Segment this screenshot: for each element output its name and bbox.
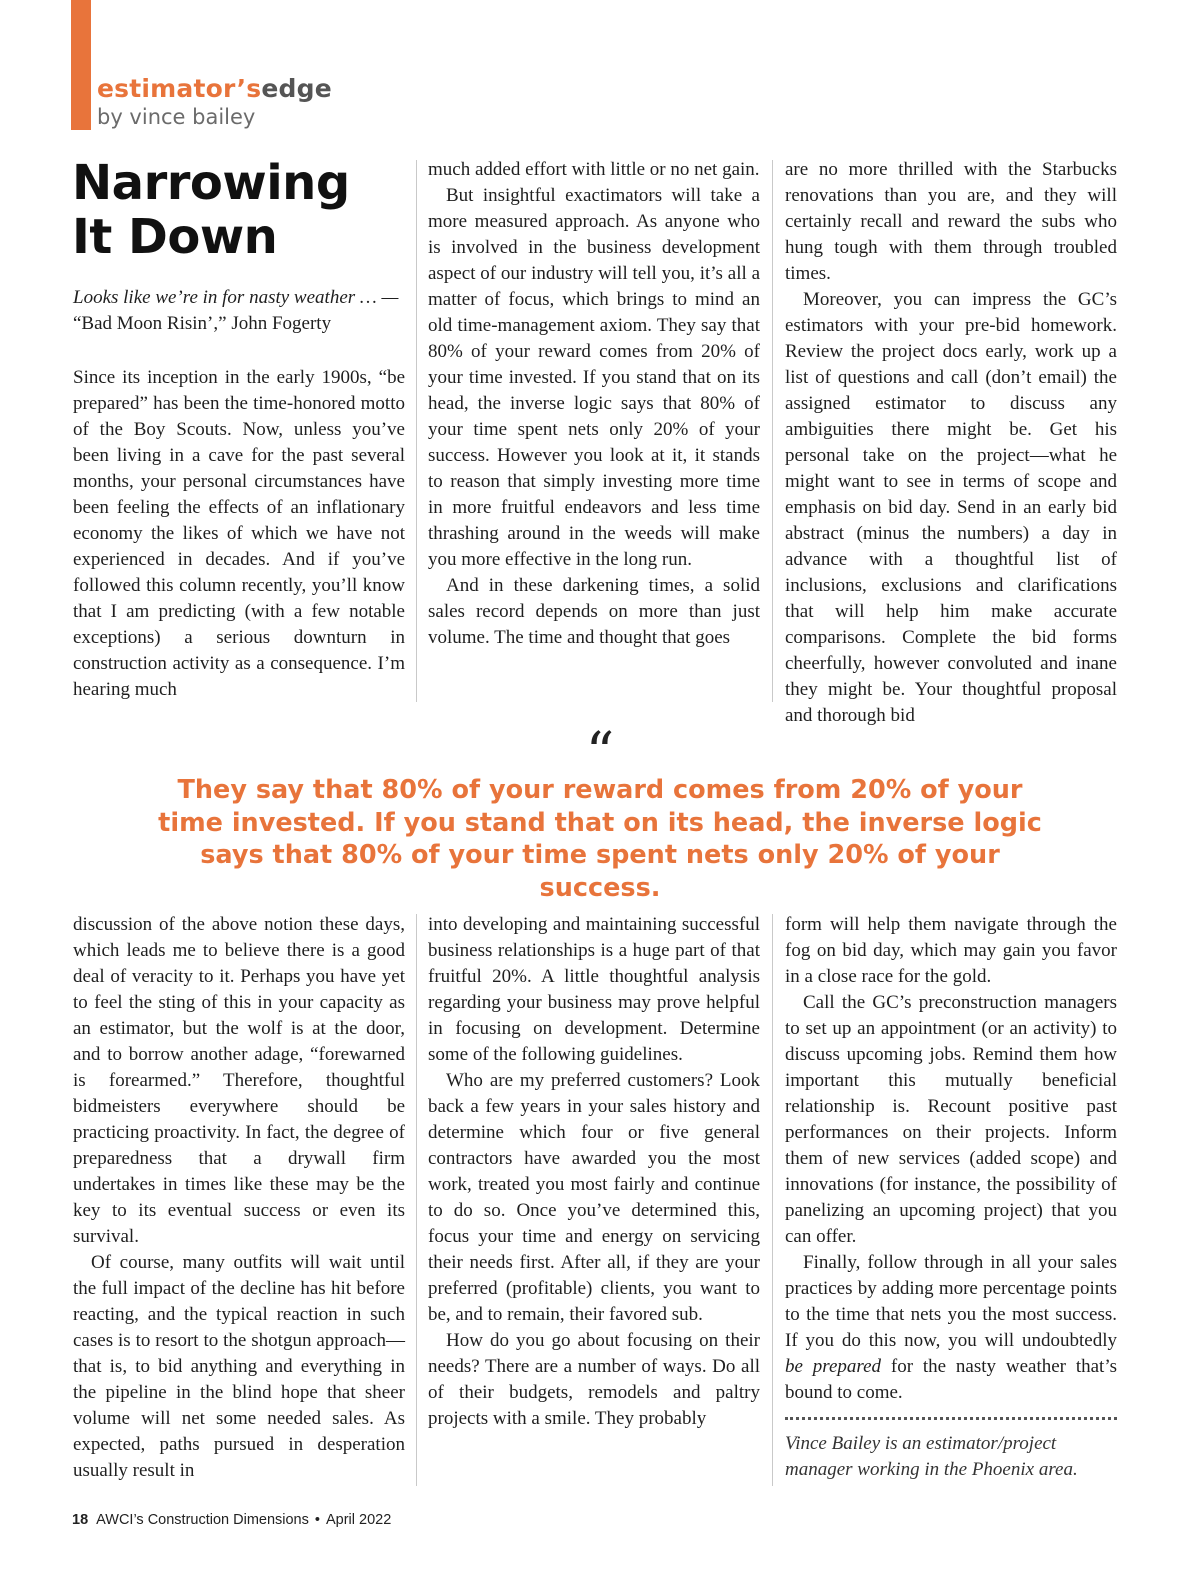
column-accent-bar — [71, 0, 91, 130]
page-number: 18 — [72, 1512, 89, 1528]
final-paragraph — [785, 1250, 1117, 1406]
bottom-column-2 — [428, 912, 760, 1432]
column-name-part1: estimator’s — [97, 74, 262, 103]
paragraph: How do you go about focusing on their needs? There are a number of ways. Do all of their budgets, remodels and paltry projects with a smile. They probably — [428, 1330, 760, 1429]
bottom-column-3 — [785, 912, 1117, 1406]
top-column-3 — [785, 157, 1117, 729]
paragraph: discussion of the above notion these days, which leads me to believe there is a good deal of veracity to it. Perhaps you have yet to feel the sting of this in your capacity as an estimator, but the wolf is at the door, and to borrow another adage, “forewarned is forearmed.” Therefore, thoughtful bidmeisters everywhere should be practicing proactivity. In fact, the degree of preparedness that a drywall firm undertakes in times like these may be the key to its eventual success or even its survival. — [73, 914, 405, 1247]
paragraph: Call the GC’s preconstruction managers to set up an appointment (or an activity) to discuss upcoming jobs. Remind them how important this mutually beneficial relationship is. Recount positive past performances on their projects. Inform them of new services (added scope) and innovations (for instance, the possibility of panelizing an upcoming project) that you can offer. — [785, 992, 1117, 1247]
column-divider — [772, 160, 773, 702]
column-divider — [416, 914, 417, 1486]
final-text-after: for the nasty weather that’s bound to come. — [785, 1356, 1117, 1403]
publication-name: AWCI’s Construction Dimensions — [96, 1512, 309, 1528]
quote-mark-icon: “ — [585, 721, 615, 786]
footer-separator: • — [314, 1512, 320, 1528]
column-name — [97, 74, 332, 104]
paragraph: But insightful exactimators will take a more measured approach. As anyone who is involved in the business development aspect of our industry will tell you, it’s all a matter of focus, which brings to mind an old time-management axiom. They say that 80% of your reward comes from 20% of your time invested. If you stand that on its head, the inverse logic says that 80% of your time spent nets only 20% of your success. However you look at it, it stands to reason that simply investing more time in more fruitful endeavors and less time thrashing around in the weeds will make you more effective in the long run. — [428, 185, 760, 570]
paragraph: Who are my preferred customers? Look back a few years in your sales history and determine which four or five general contractors have awarded you the most work, treated you most fairly and continue to do so. Once you’ve determined this, focus your time and energy on servicing their needs first. After all, if they are your preferred (profitable) clients, you want to be, and to remain, their favored sub. — [428, 1070, 760, 1325]
title-line-2: It Down — [72, 209, 278, 265]
paragraph: Since its inception in the early 1900s, “be prepared” has been the time-honored motto of the Boy Scouts. Now, unless you’ve been living in a cave for the past several months, your personal circumstances have been feeling the effects of an inflationary economy the likes of which we have not experienced in decades. And if you’ve followed this column recently, you’ll know that I am predicting (with a few notable exceptions) a serious downturn in construction activity as a consequence. I’m hearing much — [73, 367, 405, 700]
epigraph-quote: Looks like we’re in for nasty weather … — — [73, 287, 399, 308]
paragraph: into developing and maintaining successful business relationships is a huge part of that fruitful 20%. A little thoughtful analysis regarding your business may prove helpful in focusing on development. Determine some of the following guidelines. — [428, 914, 760, 1065]
epigraph-source: “Bad Moon Risin’,” John Fogerty — [73, 313, 332, 334]
author-note: Vince Bailey is an estimator/project manager working in the Phoenix area. — [785, 1433, 1078, 1480]
article-title — [72, 156, 412, 264]
page-footer — [72, 1512, 391, 1528]
column-header — [97, 74, 332, 130]
column-divider — [772, 914, 773, 1486]
top-column-1 — [73, 365, 405, 703]
final-text-italic: be prepared — [785, 1356, 882, 1377]
epigraph — [73, 285, 405, 337]
paragraph: Of course, many outfits will wait until the full impact of the decline has hit before reacting, and the typical reaction in such cases is to resort to the shotgun approach—that is, to bid anything and everything in the pipeline in the blind hope that sheer volume will net some needed sales. As expected, paths pursued in desperation usually result in — [73, 1252, 405, 1481]
pull-quote: They say that 80% of your reward comes from 20% of your time invested. If you stand that on its head, the inverse logic says that 80% of your time spent nets only 20% of your success. — [158, 775, 1042, 903]
paragraph: And in these darkening times, a solid sales record depends on more than just volume. The time and thought that goes — [428, 575, 760, 648]
issue-date: April 2022 — [325, 1512, 392, 1528]
dotted-separator — [785, 1417, 1117, 1420]
column-name-part2: edge — [261, 74, 332, 103]
column-divider — [416, 160, 417, 702]
paragraph: form will help them navigate through the fog on bid day, which may gain you favor in a close race for the gold. — [785, 914, 1117, 987]
title-line-1: Narrowing — [72, 155, 350, 211]
bottom-column-1 — [73, 912, 405, 1484]
paragraph: are no more thrilled with the Starbucks renovations than you are, and they will certainly recall and reward the subs who hung tough with them through troubled times. — [785, 159, 1117, 284]
byline: by vince bailey — [97, 105, 256, 129]
top-column-2 — [428, 157, 760, 651]
paragraph: Moreover, you can impress the GC’s estimators with your pre-bid homework. Review the project docs early, work up a list of questions and call (don’t email) the assigned estimator to discuss any ambiguities there might be. Get his personal take on the project—what he might want to see in terms of scope and emphasis on bid day. Send in an early bid abstract (minus the numbers) a day in advance with a thoughtful list of inclusions, exclusions and clarifications that will help him make accurate comparisons. Complete the bid forms cheerfully, however convoluted and inane they might be. Your thoughtful proposal and thorough bid — [785, 289, 1117, 726]
final-text-before: Finally, follow through in all your sales practices by adding more percentage points to the time that nets you the most success. If you do this now, you will undoubtedly — [785, 1252, 1117, 1351]
paragraph: much added effort with little or no net gain. — [428, 159, 760, 180]
